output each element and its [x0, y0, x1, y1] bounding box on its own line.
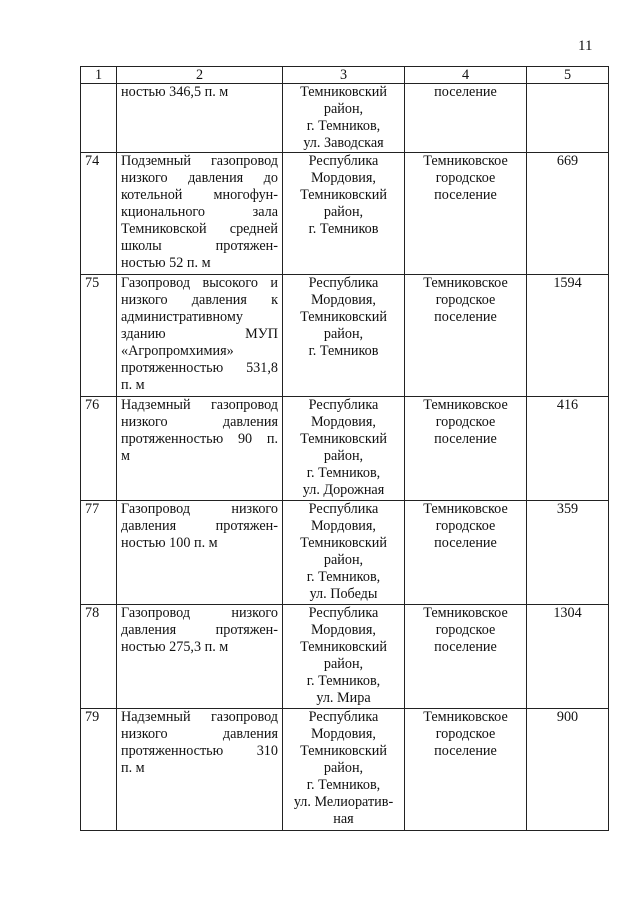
settlement-cell — [405, 605, 527, 709]
object-name-cell — [117, 605, 283, 709]
location-line: Мордовия, — [311, 622, 376, 638]
location-line: ул. Мелиоратив- — [293, 794, 394, 810]
object-name-line: кционального зала — [121, 204, 278, 220]
object-name-line: низкого давления до — [121, 170, 278, 186]
table-row — [81, 709, 609, 831]
object-name-line: протяженностью 531,8 — [121, 360, 278, 376]
settlement-cell — [405, 84, 527, 153]
settlement-line: городское — [435, 292, 496, 308]
col-header-2: 2 — [117, 67, 283, 84]
settlement-cell — [405, 397, 527, 501]
table-row — [81, 84, 609, 153]
value-cell — [527, 709, 609, 831]
location-line: г. Темников — [308, 221, 379, 237]
location-line: район, — [323, 760, 364, 776]
location-line: Мордовия, — [311, 518, 376, 534]
value: 900 — [556, 709, 579, 725]
row-number: 75 — [85, 275, 100, 291]
table-row — [81, 153, 609, 275]
settlement-cell — [405, 501, 527, 605]
value: 1304 — [553, 605, 582, 621]
table-row — [81, 501, 609, 605]
col-header-4: 4 — [405, 67, 527, 84]
object-name-line: школы протяжен- — [121, 238, 278, 254]
location-line: район, — [323, 656, 364, 672]
row-number: 78 — [85, 605, 100, 621]
col-header-1: 1 — [81, 67, 117, 84]
settlement-line: поселение — [434, 84, 497, 100]
value-cell — [527, 397, 609, 501]
location-line: Республика — [308, 275, 379, 291]
settlement-line: поселение — [434, 431, 497, 447]
object-name-line: зданию МУП — [121, 326, 278, 342]
value-cell — [527, 605, 609, 709]
object-name-line: протяженностью 310 — [121, 743, 278, 759]
value: 1594 — [553, 275, 582, 291]
object-name-cell — [117, 153, 283, 275]
row-number-cell — [81, 709, 117, 831]
object-name-line: Надземный газопровод — [121, 709, 278, 725]
header-row — [81, 67, 609, 84]
settlement-cell — [405, 275, 527, 397]
object-name-cell — [117, 501, 283, 605]
location-line: Темниковский — [300, 187, 387, 203]
location-line: район, — [323, 326, 364, 342]
location-line: район, — [323, 204, 364, 220]
object-name-cell — [117, 275, 283, 397]
table-row — [81, 605, 609, 709]
row-number-cell — [81, 605, 117, 709]
object-name-line: протяженностью 90 п. — [121, 431, 278, 447]
object-name-cell — [117, 84, 283, 153]
col-header-5: 5 — [527, 67, 609, 84]
location-line: ул. Победы — [309, 586, 378, 602]
table-row — [81, 275, 609, 397]
settlement-line: городское — [435, 622, 496, 638]
location-line: Мордовия, — [311, 170, 376, 186]
location-cell — [283, 709, 405, 831]
object-name-line: Надземный газопровод — [121, 397, 278, 413]
value-cell — [527, 84, 609, 153]
location-cell — [283, 605, 405, 709]
location-line: Темниковский — [300, 535, 387, 551]
row-number-cell — [81, 84, 117, 153]
row-number: 79 — [85, 709, 100, 725]
location-line: Республика — [308, 605, 379, 621]
page-number: 11 — [578, 38, 593, 54]
settlement-line: городское — [435, 414, 496, 430]
location-line: ная — [333, 811, 354, 827]
settlement-cell — [405, 153, 527, 275]
location-line: район, — [323, 552, 364, 568]
settlement-line: Темниковское — [423, 153, 508, 169]
location-line: Мордовия, — [311, 726, 376, 742]
settlement-line: Темниковское — [423, 275, 508, 291]
location-line: Мордовия, — [311, 414, 376, 430]
row-number-cell — [81, 501, 117, 605]
location-line: г. Темников, — [306, 569, 381, 585]
settlement-line: Темниковское — [423, 709, 508, 725]
location-line: ул. Заводская — [303, 135, 384, 151]
location-line: Темниковский — [300, 309, 387, 325]
object-name-line: низкого давления к — [121, 292, 278, 308]
location-line: Республика — [308, 153, 379, 169]
object-name-line: ностью 275,3 п. м — [121, 639, 229, 655]
location-line: Темниковский — [300, 743, 387, 759]
settlement-cell — [405, 709, 527, 831]
table-row — [81, 397, 609, 501]
settlement-line: Темниковское — [423, 605, 508, 621]
settlement-line: поселение — [434, 187, 497, 203]
location-line: Республика — [308, 709, 379, 725]
object-name-line: административному — [121, 309, 243, 325]
row-number: 76 — [85, 397, 100, 413]
location-line: Темниковский — [300, 431, 387, 447]
value: 416 — [556, 397, 579, 413]
row-number: 77 — [85, 501, 100, 517]
col-header-3: 3 — [283, 67, 405, 84]
value-cell — [527, 275, 609, 397]
object-name-cell — [117, 397, 283, 501]
object-name-line: давления протяжен- — [121, 518, 278, 534]
object-name-line: котельной многофун- — [121, 187, 278, 203]
location-line: ул. Дорожная — [302, 482, 385, 498]
object-name-line: давления протяжен- — [121, 622, 278, 638]
object-name-line: Подземный газопровод — [121, 153, 278, 169]
object-name-line: низкого давления — [121, 726, 278, 742]
location-line: г. Темников, — [306, 777, 381, 793]
object-name-line: Газопровод низкого — [121, 501, 278, 517]
value-cell — [527, 153, 609, 275]
object-name-line: Газопровод высокого и — [121, 275, 278, 291]
location-line: г. Темников, — [306, 118, 381, 134]
location-line: г. Темников, — [306, 465, 381, 481]
location-cell — [283, 397, 405, 501]
value-cell — [527, 501, 609, 605]
settlement-line: городское — [435, 518, 496, 534]
row-number: 74 — [85, 153, 100, 169]
settlement-line: поселение — [434, 639, 497, 655]
location-line: Мордовия, — [311, 292, 376, 308]
row-number-cell — [81, 397, 117, 501]
settlement-line: поселение — [434, 309, 497, 325]
object-name-line: ностью 52 п. м — [121, 255, 211, 271]
object-name-line: ностью 100 п. м — [121, 535, 218, 551]
object-name-line: низкого давления — [121, 414, 278, 430]
object-name-line: ностью 346,5 п. м — [121, 84, 229, 100]
value: 359 — [556, 501, 579, 517]
object-name-line: п. м — [121, 377, 145, 393]
location-line: г. Темников, — [306, 673, 381, 689]
row-number-cell — [81, 153, 117, 275]
location-line: Республика — [308, 501, 379, 517]
location-line: Темниковский — [300, 84, 387, 100]
location-cell — [283, 84, 405, 153]
settlement-line: Темниковское — [423, 501, 508, 517]
object-name-line: п. м — [121, 760, 145, 776]
row-number-cell — [81, 275, 117, 397]
location-line: район, — [323, 448, 364, 464]
object-name-line: Газопровод низкого — [121, 605, 278, 621]
object-name-line: «Агропромхимия» — [121, 343, 234, 359]
object-name-line: Темниковской средней — [121, 221, 278, 237]
location-line: Республика — [308, 397, 379, 413]
registry-table — [80, 66, 609, 831]
location-cell — [283, 501, 405, 605]
location-line: ул. Мира — [316, 690, 371, 706]
settlement-line: поселение — [434, 535, 497, 551]
object-name-cell — [117, 709, 283, 831]
location-line: район, — [323, 101, 364, 117]
settlement-line: поселение — [434, 743, 497, 759]
location-line: Темниковский — [300, 639, 387, 655]
settlement-line: городское — [435, 726, 496, 742]
settlement-line: Темниковское — [423, 397, 508, 413]
object-name-line: м — [121, 448, 130, 464]
settlement-line: городское — [435, 170, 496, 186]
location-line: г. Темников — [308, 343, 379, 359]
value: 669 — [556, 153, 579, 169]
location-cell — [283, 153, 405, 275]
location-cell — [283, 275, 405, 397]
